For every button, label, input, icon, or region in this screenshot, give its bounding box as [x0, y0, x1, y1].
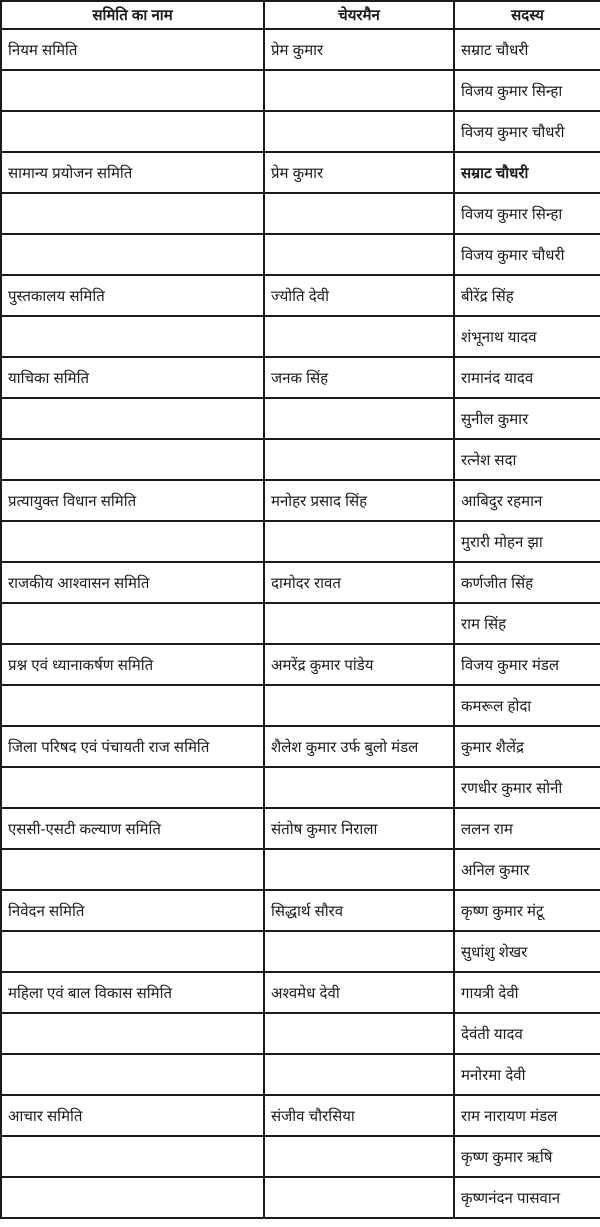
committee-name-cell [1, 70, 264, 111]
chairman-cell [264, 1013, 454, 1054]
member-cell: राम नारायण मंडल [454, 1095, 600, 1136]
committee-name-cell [1, 849, 264, 890]
chairman-cell: प्रेम कुमार [264, 29, 454, 70]
chairman-cell [264, 931, 454, 972]
member-cell: बीरेंद्र सिंह [454, 275, 600, 316]
committee-name-cell: सामान्य प्रयोजन समिति [1, 152, 264, 193]
member-cell: कुमार शैलेंद्र [454, 726, 600, 767]
table-row [1, 972, 600, 1013]
table-row [1, 1136, 600, 1177]
table-row [1, 398, 600, 439]
table-row [1, 603, 600, 644]
committee-name-cell [1, 603, 264, 644]
chairman-cell [264, 603, 454, 644]
chairman-cell: अमरेंद्र कुमार पांडेय [264, 644, 454, 685]
table-row [1, 849, 600, 890]
committee-name-cell: एससी-एसटी कल्याण समिति [1, 808, 264, 849]
table-row [1, 1095, 600, 1136]
member-cell: सम्राट चौधरी [454, 29, 600, 70]
committee-name-cell [1, 767, 264, 808]
chairman-cell: दामोदर रावत [264, 562, 454, 603]
chairman-cell [264, 70, 454, 111]
table-row [1, 70, 600, 111]
chairman-cell [264, 849, 454, 890]
member-cell: शंभूनाथ यादव [454, 316, 600, 357]
member-cell: सुधांशु शेखर [454, 931, 600, 972]
chairman-cell: ज्योति देवी [264, 275, 454, 316]
member-cell: राम सिंह [454, 603, 600, 644]
table-row [1, 234, 600, 275]
table-row [1, 111, 600, 152]
chairman-cell [264, 685, 454, 726]
table-row [1, 644, 600, 685]
committee-name-cell [1, 931, 264, 972]
committee-name-cell: जिला परिषद एवं पंचायती राज समिति [1, 726, 264, 767]
table-row [1, 275, 600, 316]
table-row [1, 357, 600, 398]
member-cell: सम्राट चौधरी [454, 152, 600, 193]
chairman-cell: अश्वमेध देवी [264, 972, 454, 1013]
committee-name-cell: महिला एवं बाल विकास समिति [1, 972, 264, 1013]
chairman-cell [264, 234, 454, 275]
table-row [1, 521, 600, 562]
table-row [1, 767, 600, 808]
committee-name-cell [1, 1013, 264, 1054]
table-row [1, 726, 600, 767]
member-cell: कृष्णनंदन पासवान [454, 1177, 600, 1218]
chairman-cell [264, 111, 454, 152]
member-cell: मुरारी मोहन झा [454, 521, 600, 562]
member-cell: गायत्री देवी [454, 972, 600, 1013]
table-row [1, 890, 600, 931]
committee-name-cell [1, 111, 264, 152]
member-cell: विजय कुमार चौधरी [454, 111, 600, 152]
member-cell: सुनील कुमार [454, 398, 600, 439]
committee-name-cell: निवेदन समिति [1, 890, 264, 931]
table-row [1, 562, 600, 603]
member-cell: रणधीर कुमार सोनी [454, 767, 600, 808]
table-row [1, 316, 600, 357]
member-cell: रत्नेश सदा [454, 439, 600, 480]
member-cell: विजय कुमार सिन्हा [454, 70, 600, 111]
chairman-cell: सिद्धार्थ सौरव [264, 890, 454, 931]
committee-name-cell [1, 1054, 264, 1095]
chairman-cell [264, 1136, 454, 1177]
table-row [1, 808, 600, 849]
committee-name-cell [1, 193, 264, 234]
member-cell: रामानंद यादव [454, 357, 600, 398]
member-cell: विजय कुमार चौधरी [454, 234, 600, 275]
committee-name-cell: प्रत्यायुक्त विधान समिति [1, 480, 264, 521]
committee-name-cell [1, 1136, 264, 1177]
chairman-cell [264, 521, 454, 562]
member-cell: विजय कुमार मंडल [454, 644, 600, 685]
member-cell: ललन राम [454, 808, 600, 849]
table-row [1, 1054, 600, 1095]
committee-name-cell: आचार समिति [1, 1095, 264, 1136]
member-cell: आबिदुर रहमान [454, 480, 600, 521]
table-row [1, 193, 600, 234]
chairman-cell: मनोहर प्रसाद सिंह [264, 480, 454, 521]
member-cell: अनिल कुमार [454, 849, 600, 890]
column-header-member: सदस्य [454, 1, 600, 29]
committee-name-cell [1, 398, 264, 439]
table-body [1, 29, 600, 1218]
chairman-cell: जनक सिंह [264, 357, 454, 398]
member-cell: मनोरमा देवी [454, 1054, 600, 1095]
chairman-cell [264, 316, 454, 357]
table-row [1, 1013, 600, 1054]
table-row [1, 439, 600, 480]
chairman-cell [264, 439, 454, 480]
chairman-cell [264, 1177, 454, 1218]
table-row [1, 152, 600, 193]
committee-name-cell [1, 1177, 264, 1218]
member-cell: कृष्ण कुमार ऋषि [454, 1136, 600, 1177]
committee-name-cell: प्रश्न एवं ध्यानाकर्षण समिति [1, 644, 264, 685]
member-cell: कमरूल होदा [454, 685, 600, 726]
committee-name-cell [1, 439, 264, 480]
committee-name-cell [1, 316, 264, 357]
table-row [1, 29, 600, 70]
chairman-cell: शैलेश कुमार उर्फ बुलो मंडल [264, 726, 454, 767]
member-cell: विजय कुमार सिन्हा [454, 193, 600, 234]
table-row [1, 685, 600, 726]
member-cell: कर्णजीत सिंह [454, 562, 600, 603]
member-cell: कृष्ण कुमार मंटू [454, 890, 600, 931]
chairman-cell [264, 1054, 454, 1095]
header-row [1, 1, 600, 29]
table-header-row [1, 1, 600, 29]
table-row [1, 480, 600, 521]
committee-name-cell [1, 234, 264, 275]
committee-name-cell [1, 685, 264, 726]
committee-name-cell: नियम समिति [1, 29, 264, 70]
committee-name-cell: पुस्तकालय समिति [1, 275, 264, 316]
column-header-chairman: चेयरमैन [264, 1, 454, 29]
committee-name-cell: याचिका समिति [1, 357, 264, 398]
chairman-cell [264, 767, 454, 808]
committee-name-cell [1, 521, 264, 562]
committee-name-cell: राजकीय आश्वासन समिति [1, 562, 264, 603]
chairman-cell: संतोष कुमार निराला [264, 808, 454, 849]
table-row [1, 931, 600, 972]
chairman-cell: प्रेम कुमार [264, 152, 454, 193]
table-row [1, 1177, 600, 1218]
column-header-committee-name: समिति का नाम [1, 1, 264, 29]
chairman-cell [264, 193, 454, 234]
member-cell: देवंती यादव [454, 1013, 600, 1054]
chairman-cell: संजीव चौरसिया [264, 1095, 454, 1136]
chairman-cell [264, 398, 454, 439]
